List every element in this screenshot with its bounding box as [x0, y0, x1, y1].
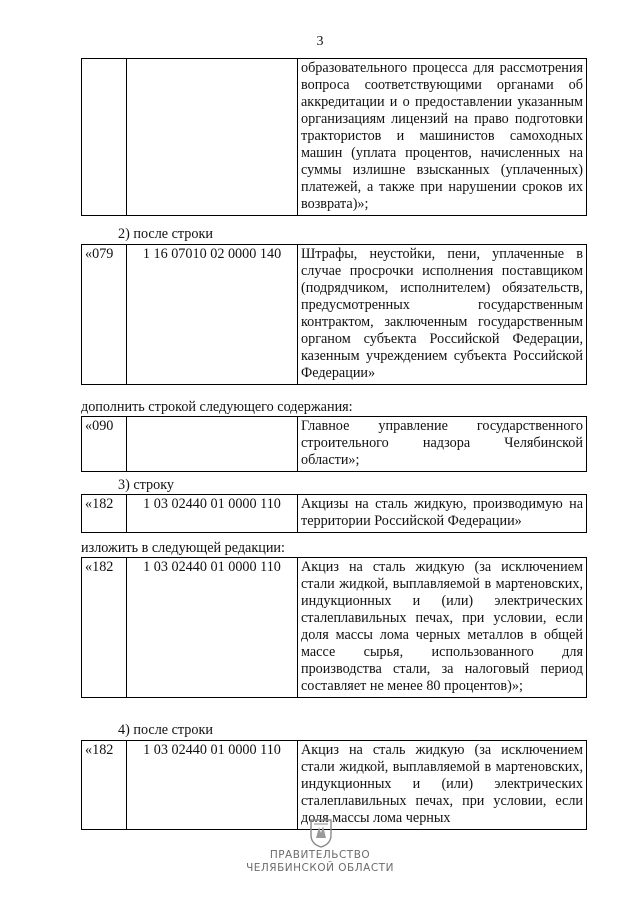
kbk-cell: 1 16 07010 02 0000 140 — [127, 245, 298, 385]
description-cell: Штрафы, неустойки, пени, уплаченные в случае просрочки исполнения поставщиком (подрядчиком, исполнителем) обязательств, предусмотренных государственным контрактом, заключенным государственным органом субъекта Российской Федерации, казенным учреждением субъекта Российской Федерации» — [298, 245, 587, 385]
instruction-3: 3) строку — [118, 477, 175, 493]
instruction-4: 4) после строки — [118, 722, 213, 738]
page-number: 3 — [316, 34, 324, 49]
description-cell: Акциз на сталь жидкую (за исключением стали жидкой, выплавляемой в мартеновских, индукционных и (или) электрических сталеплавильных печах, при условии, если доля массы лома черных — [298, 741, 587, 830]
table-row-182-continued — [81, 740, 587, 830]
kbk-cell: 1 03 02440 01 0000 110 — [127, 558, 298, 698]
instruction-3b: изложить в следующей редакции: — [81, 540, 285, 556]
coat-of-arms-icon — [308, 818, 334, 848]
kbk-cell — [127, 59, 298, 216]
description-cell: Акцизы на сталь жидкую, производимую на территории Российской Федерации» — [298, 495, 587, 533]
code-cell — [82, 59, 127, 216]
table-row-182-old — [81, 494, 587, 533]
description-cell: образовательного процесса для рассмотрения вопроса соответствующими органами об аккредитации и о предоставлении указанным организациям лицензий на право подготовки трактористов и машинистов самоходных машин (уплата процентов, начисленных на суммы излишне взысканных (уплаченных) платежей, а также при нарушении сроков их возврата)»; — [298, 59, 587, 216]
table-row — [82, 558, 587, 698]
table-row — [82, 495, 587, 533]
kbk-cell: 1 03 02440 01 0000 110 — [127, 495, 298, 533]
seal-text-line1: ПРАВИТЕЛЬСТВО — [269, 849, 371, 861]
table-row — [82, 59, 587, 216]
seal-text-line2: ЧЕЛЯБИНСКОЙ ОБЛАСТИ — [246, 862, 394, 874]
code-cell: «182 — [82, 495, 127, 533]
code-cell: «079 — [82, 245, 127, 385]
table-continuation — [81, 58, 587, 216]
kbk-cell: 1 03 02440 01 0000 110 — [127, 741, 298, 830]
description-cell: Главное управление государственного строительного надзора Челябинской области»; — [298, 417, 587, 472]
code-cell: «182 — [82, 741, 127, 830]
table-row-079 — [81, 244, 587, 385]
table-row — [82, 417, 587, 472]
table-row — [82, 741, 587, 830]
code-cell: «090 — [82, 417, 127, 472]
instruction-2b: дополнить строкой следующего содержания: — [81, 399, 353, 415]
table-row-182-new — [81, 557, 587, 698]
table-row — [82, 245, 587, 385]
instruction-2: 2) после строки — [118, 226, 213, 242]
kbk-cell — [127, 417, 298, 472]
description-cell: Акциз на сталь жидкую (за исключением стали жидкой, выплавляемой в мартеновских, индукционных и (или) электрических сталеплавильных печах, при условии, если доля массы лома черных металлов в общей массе сырья, использованного для производства стали, за налоговый период составляет не менее 80 процентов)»; — [298, 558, 587, 698]
code-cell: «182 — [82, 558, 127, 698]
table-row-090 — [81, 416, 587, 472]
government-seal — [0, 818, 640, 878]
